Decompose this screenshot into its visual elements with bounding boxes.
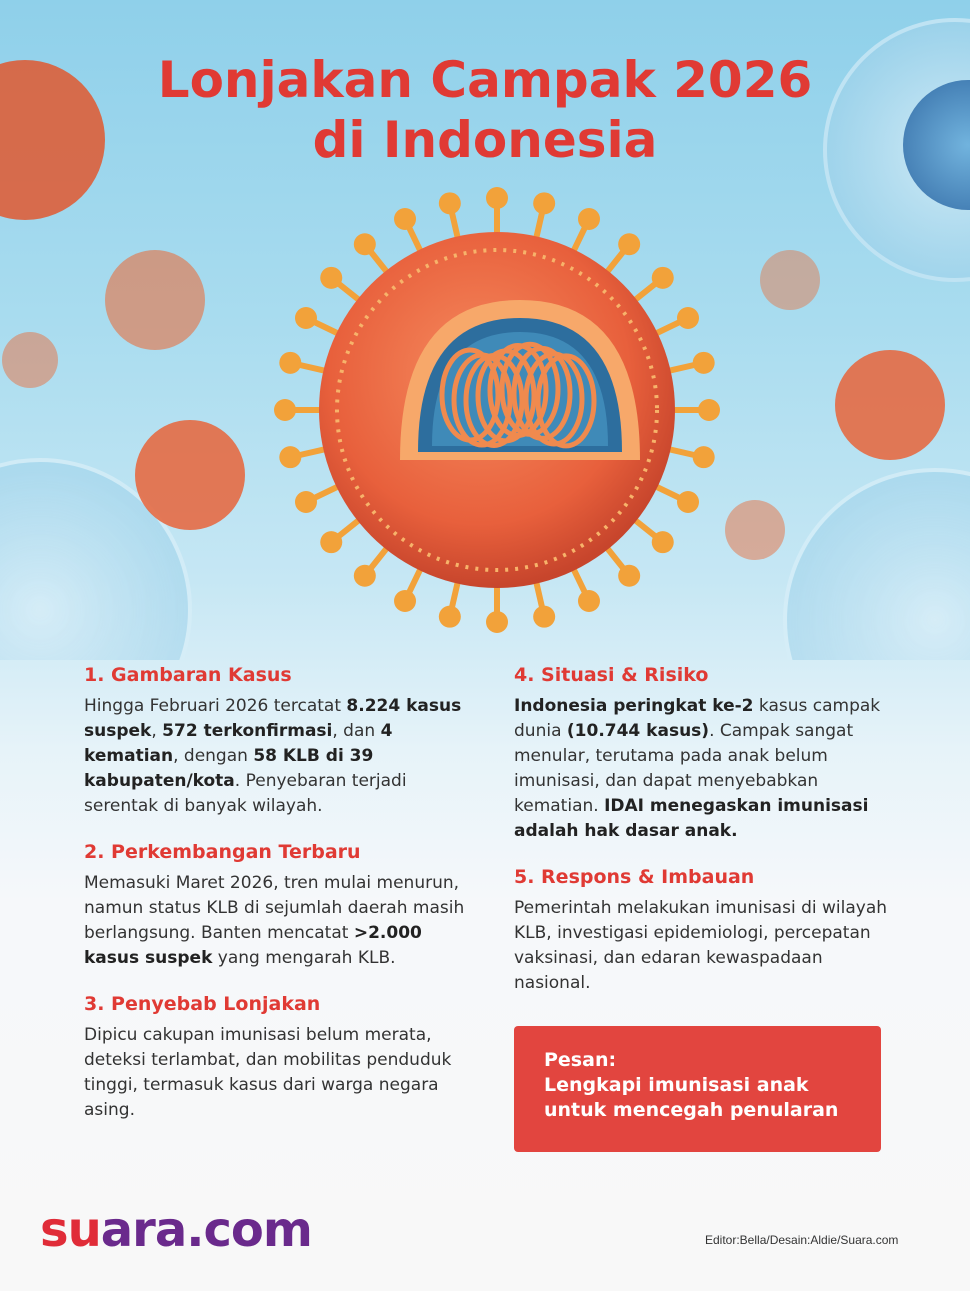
small-virus-7 [725, 500, 785, 560]
bold-text: Indonesia peringkat ke-2 [514, 696, 754, 716]
suara-logo[interactable] [40, 1200, 312, 1260]
bold-text: 8.224 kasus suspek [84, 696, 462, 741]
bold-text: (10.744 kasus) [566, 721, 710, 741]
text: . Penyebaran terjadi serentak di banyak wilayah. [84, 771, 407, 816]
section-heading: 3. Penyebab Lonjakan [84, 993, 321, 1015]
logo-part-1: su [40, 1202, 101, 1258]
section-heading: 1. Gambaran Kasus [84, 664, 292, 686]
text: , dengan [173, 746, 254, 766]
page-title [0, 50, 970, 170]
text: Memasuki Maret 2026, tren mulai menurun, namun status KLB di sejumlah daerah masih berlangsung. Banten mencatat [84, 873, 465, 943]
section-body [84, 871, 474, 971]
left-column [84, 662, 474, 1143]
bold-text: 58 KLB di 39 kabupaten/kota [84, 746, 374, 791]
text: . Campak sangat menular, terutama pada anak belum imunisasi, dan dapat menyebabkan kematian. [514, 721, 854, 816]
title-line-2: di Indonesia [312, 111, 658, 169]
bold-text: 572 terkonfirmasi [162, 721, 333, 741]
right-column [514, 662, 904, 1016]
small-virus-2 [105, 250, 205, 350]
section-perkembangan-terbaru [84, 839, 474, 971]
small-virus-3 [135, 420, 245, 530]
text: , dan [332, 721, 381, 741]
section-body [84, 1023, 474, 1123]
section-gambaran-kasus [84, 662, 474, 819]
small-virus-5 [760, 250, 820, 310]
section-body [514, 896, 904, 996]
section-heading: 5. Respons & Imbauan [514, 866, 755, 888]
small-virus-6 [835, 350, 945, 460]
section-heading: 2. Perkembangan Terbaru [84, 841, 361, 863]
text: Hingga Februari 2026 tercatat [84, 696, 347, 716]
text: kasus campak dunia [514, 696, 881, 741]
bold-text: 4 kematian [84, 721, 393, 766]
section-penyebab-lonjakan [84, 991, 474, 1123]
text: Pemerintah melakukan imunisasi di wilayah KLB, investigasi epidemiologi, percepatan vaksinasi, dan edaran kewaspadaan nasional. [514, 898, 888, 993]
section-situasi-risiko [514, 662, 904, 844]
message-label: Pesan: [544, 1049, 617, 1071]
message-line-2: untuk mencegah penularan [544, 1099, 839, 1121]
small-virus-4 [2, 332, 58, 388]
bold-text: IDAI menegaskan imunisasi adalah hak dasar anak. [514, 796, 869, 841]
section-body [84, 694, 474, 819]
section-heading: 4. Situasi & Risiko [514, 664, 709, 686]
section-body [514, 694, 904, 844]
title-line-1: Lonjakan Campak 2026 [157, 51, 813, 109]
text: Dipicu cakupan imunisasi belum merata, deteksi terlambat, dan mobilitas penduduk tinggi, termasuk kasus dari warga negara asing. [84, 1025, 452, 1120]
message-box [514, 1026, 881, 1152]
logo-part-2: ara.com [100, 1202, 312, 1258]
section-respons-imbauan [514, 864, 904, 996]
text: yang mengarah KLB. [212, 948, 396, 968]
text: , [151, 721, 163, 741]
cell-bottom-right [785, 470, 970, 660]
message-line-1: Lengkapi imunisasi anak [544, 1074, 809, 1096]
credit-text: Editor:Bella/Desain:Aldie/Suara.com [705, 1233, 899, 1247]
bold-text: >2.000 kasus suspek [84, 923, 422, 968]
